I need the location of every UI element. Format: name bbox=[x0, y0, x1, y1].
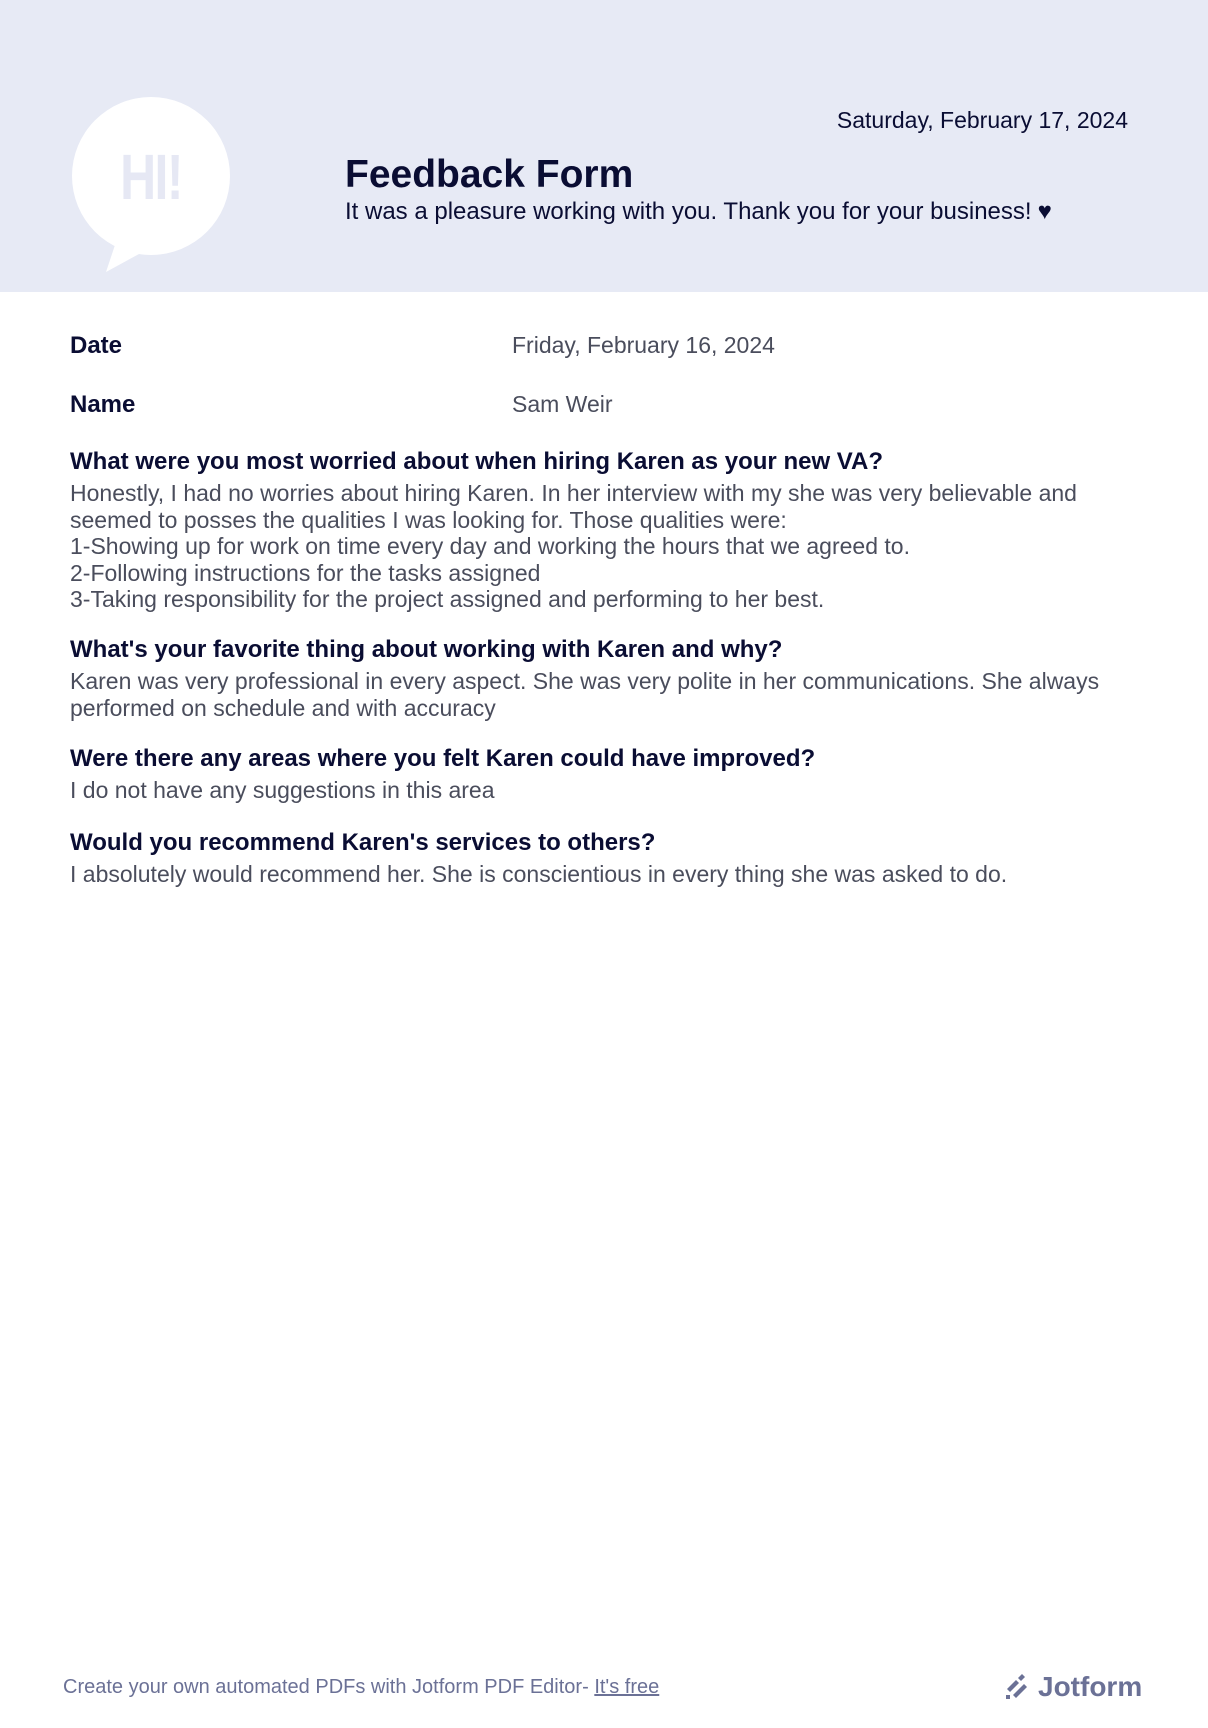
question-text: What's your favorite thing about working with Karen and why? bbox=[70, 636, 783, 663]
answer-line: Honestly, I had no worries about hiring Karen. In her interview with my she was very believable and bbox=[70, 480, 1077, 506]
name-value: Sam Weir bbox=[512, 391, 613, 417]
answer-line: I do not have any suggestions in this area bbox=[70, 777, 495, 803]
page-subtitle bbox=[345, 198, 1052, 226]
date-value: Friday, February 16, 2024 bbox=[512, 332, 775, 358]
answer-line: performed on schedule and with accuracy bbox=[70, 694, 496, 721]
answer-text bbox=[70, 777, 1140, 804]
header-banner bbox=[0, 0, 1208, 292]
question-text: What were you most worried about when hiring Karen as your new VA? bbox=[70, 448, 883, 475]
name-label: Name bbox=[70, 391, 136, 418]
answer-line: I absolutely would recommend her. She is conscientious in every thing she was asked to do. bbox=[70, 861, 1008, 887]
footer-promo bbox=[63, 1676, 659, 1699]
answer-line: 2-Following instructions for the tasks assigned bbox=[70, 559, 541, 586]
bubble-greeting: HI! bbox=[120, 141, 182, 213]
date-label: Date bbox=[70, 332, 123, 359]
question-text: Would you recommend Karen's services to others? bbox=[70, 829, 656, 856]
page-title: Feedback Form bbox=[345, 153, 634, 196]
qa-block-worries bbox=[70, 446, 1140, 613]
question-text: Were there any areas where you felt Karen could have improved? bbox=[70, 745, 816, 772]
header-date: Saturday, February 17, 2024 bbox=[836, 107, 1128, 133]
answer-text bbox=[70, 861, 1140, 888]
answer-line: Karen was very professional in every aspect. She was very polite in her communications. She always bbox=[70, 668, 1100, 694]
speech-bubble-icon bbox=[70, 96, 232, 276]
qa-block-improvement bbox=[70, 743, 1140, 804]
jotform-brand[interactable] bbox=[1004, 1671, 1142, 1703]
answer-line: 3-Taking responsibility for the project assigned and performing to her best. bbox=[70, 586, 825, 612]
footer-free-link[interactable]: It's free bbox=[594, 1676, 660, 1698]
answer-text bbox=[70, 668, 1140, 721]
answer-line: seemed to posses the qualities I was looking for. Those qualities were: bbox=[70, 506, 787, 533]
footer-promo-text: Create your own automated PDFs with Jotform PDF Editor- bbox=[63, 1676, 595, 1698]
answer-line: 1-Showing up for work on time every day and working the hours that we agreed to. bbox=[70, 533, 910, 559]
answer-text bbox=[70, 480, 1140, 613]
brand-name: Jotform bbox=[1038, 1671, 1143, 1702]
qa-block-recommend bbox=[70, 827, 1140, 888]
qa-block-favorite bbox=[70, 634, 1140, 721]
heart-icon: ♥ bbox=[1037, 198, 1052, 225]
jotform-logo-icon bbox=[1004, 1674, 1030, 1700]
subtitle-text: It was a pleasure working with you. Thank you for your business! bbox=[345, 198, 1032, 225]
